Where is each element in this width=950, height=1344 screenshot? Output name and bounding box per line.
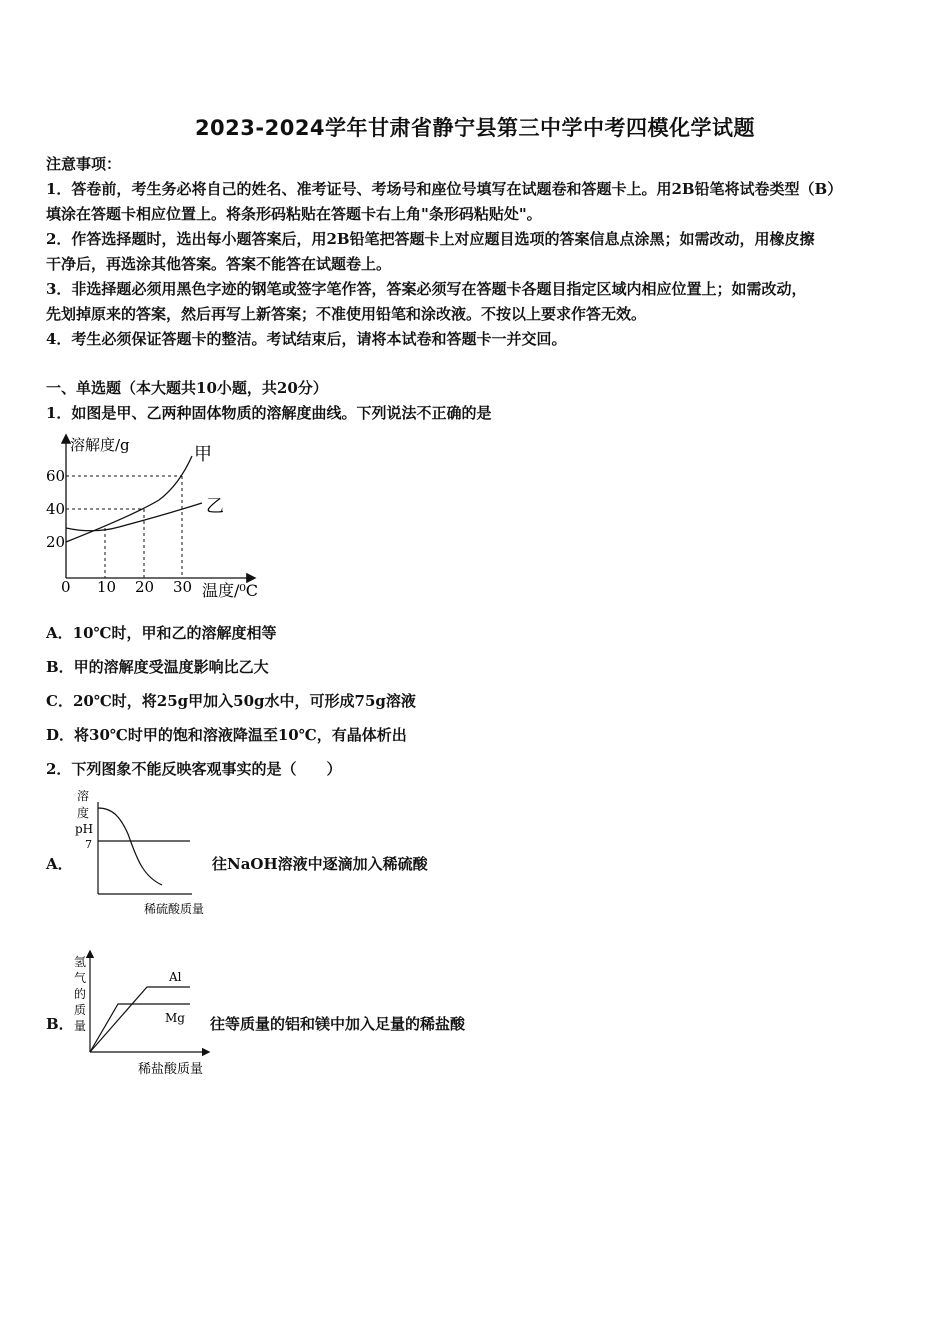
q1-option-a: A．10℃时，甲和乙的溶解度相等	[46, 624, 277, 642]
y-tick-label: 20	[46, 533, 66, 551]
q2-option-a-letter: A．	[46, 855, 73, 873]
ph-chart	[72, 786, 222, 918]
x-tick-label: 10	[97, 578, 117, 596]
y-axis-label: 度	[77, 806, 90, 820]
y-axis-label: 溶	[77, 789, 90, 803]
q1-option-d: D．将30℃时甲的饱和溶液降温至10℃，有晶体析出	[46, 726, 407, 744]
ph-seven-label: 7	[85, 838, 92, 851]
y-axis-label: 溶解度/g	[70, 436, 130, 454]
page-title: 2023-2024学年甘肃省静宁县第三中学中考四模化学试题	[194, 116, 756, 140]
notice-line: 干净后，再选涂其他答案。答案不能答在试题卷上。	[46, 255, 392, 273]
notice-line: 2．作答选择题时，选出每小题答案后，用2B铅笔把答题卡上对应题目选项的答案信息点涂黑；如需改动，用橡皮擦	[46, 230, 815, 248]
notice-line: 3．非选择题必须用黑色字迹的钢笔或签字笔作答，答案必须写在答题卡各题目指定区域内相应位置上；如需改动，	[46, 280, 807, 298]
y-axis-label: 质	[74, 1003, 87, 1017]
y-axis-label: pH	[75, 822, 94, 836]
curve-jia-label: 甲	[194, 444, 212, 465]
al-label: Al	[169, 970, 182, 984]
notice-heading: 注意事项：	[46, 155, 122, 173]
q1-option-b: B．甲的溶解度受温度影响比乙大	[46, 658, 269, 676]
mg-label: Mg	[165, 1011, 185, 1025]
y-axis-label: 量	[74, 1019, 87, 1033]
q1-option-c: C．20℃时，将25g甲加入50g水中，可形成75g溶液	[46, 692, 416, 710]
x-tick-label: 0	[61, 578, 71, 596]
section-heading: 一、单选题（本大题共10小题，共20分）	[46, 379, 328, 397]
q2-option-b-letter: B．	[46, 1015, 74, 1033]
y-axis-label: 氢	[74, 955, 87, 969]
x-tick-label: 20	[135, 578, 155, 596]
x-axis-label: 稀硫酸质量	[144, 902, 205, 916]
curve-yi-label: 乙	[206, 496, 224, 517]
x-axis-label: 温度/⁰C	[202, 581, 259, 600]
ph-curve	[98, 808, 162, 885]
curve-jia	[66, 456, 192, 542]
x-axis-label: 稀盐酸质量	[138, 1062, 204, 1077]
y-tick-label: 40	[46, 500, 66, 518]
y-axis-label: 的	[74, 987, 87, 1001]
y-tick-label: 60	[46, 467, 66, 485]
notice-line: 4．考生必须保证答题卡的整洁。考试结束后，请将本试卷和答题卡一并交回。	[46, 330, 567, 348]
x-tick-label: 30	[173, 578, 193, 596]
solubility-chart	[44, 430, 284, 605]
q2-option-a-text: 往NaOH溶液中逐滴加入稀硫酸	[212, 855, 428, 873]
q2-option-b-text: 往等质量的铝和镁中加入足量的稀盐酸	[210, 1015, 466, 1033]
notice-line: 1．答卷前，考生务必将自己的姓名、准考证号、考场号和座位号填写在试题卷和答题卡上。用2B铅笔将试卷类型（B）	[46, 180, 843, 198]
y-axis-label: 气	[74, 971, 87, 985]
q2-stem: 2．下列图象不能反映客观事实的是（ ）	[46, 760, 342, 778]
hydrogen-chart	[70, 946, 220, 1080]
notice-line: 先划掉原来的答案，然后再写上新答案；不准使用铅笔和涂改液。不按以上要求作答无效。	[46, 305, 647, 323]
q1-stem: 1．如图是甲、乙两种固体物质的溶解度曲线。下列说法不正确的是	[46, 404, 492, 422]
notice-line: 填涂在答题卡相应位置上。将条形码粘贴在答题卡右上角"条形码粘贴处"。	[46, 205, 542, 223]
